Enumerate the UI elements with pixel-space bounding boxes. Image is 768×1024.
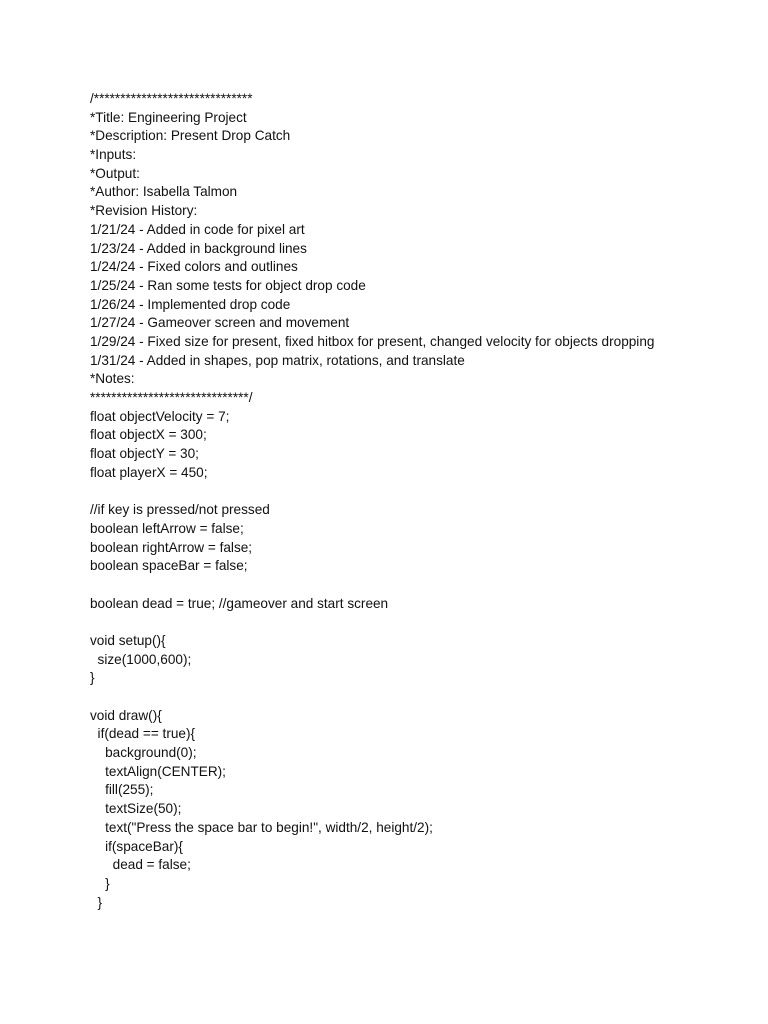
blank-line [90, 688, 760, 707]
code-line: boolean dead = true; //gameover and start screen [90, 595, 389, 611]
revision-entry: 1/31/24 - Added in shapes, pop matrix, rotations, and translate [90, 352, 465, 368]
code-line: size(1000,600); [90, 651, 192, 667]
code-line: fill(255); [90, 782, 154, 798]
comment-inputs: *Inputs: [90, 147, 137, 163]
comment-title: *Title: Engineering Project [90, 109, 247, 125]
code-line: background(0); [90, 745, 197, 761]
blank-line [90, 576, 760, 595]
code-line: } [90, 894, 103, 910]
code-line: boolean rightArrow = false; [90, 539, 253, 555]
code-line: float objectY = 30; [90, 446, 199, 462]
code-line: textSize(50); [90, 801, 182, 817]
comment-header-close: ******************************/ [90, 390, 253, 405]
revision-entry: 1/26/24 - Implemented drop code [90, 296, 291, 312]
code-line: textAlign(CENTER); [90, 763, 226, 779]
code-line: float objectVelocity = 7; [90, 408, 230, 424]
code-line: } [90, 670, 95, 686]
code-line: boolean spaceBar = false; [90, 558, 248, 574]
code-line: dead = false; [90, 857, 191, 873]
code-line: } [90, 875, 110, 891]
blank-line [90, 613, 760, 632]
code-line: text("Press the space bar to begin!", width/2, height/2); [90, 819, 433, 835]
code-line: void draw(){ [90, 707, 162, 723]
revision-entry: 1/29/24 - Fixed size for present, fixed hitbox for present, changed velocity for objects dropping [90, 333, 655, 349]
comment-author: *Author: Isabella Talmon [90, 184, 238, 200]
code-line: float objectX = 300; [90, 427, 207, 443]
code-line: void setup(){ [90, 632, 166, 648]
source-code-text [90, 90, 760, 912]
code-comment-line: //if key is pressed/not pressed [90, 502, 270, 518]
revision-entry: 1/21/24 - Added in code for pixel art [90, 221, 305, 237]
code-line: float playerX = 450; [90, 464, 208, 480]
comment-description: *Description: Present Drop Catch [90, 128, 291, 144]
comment-revision-history: *Revision History: [90, 203, 198, 219]
comment-notes: *Notes: [90, 371, 135, 387]
blank-line [90, 482, 760, 501]
code-line: if(dead == true){ [90, 726, 196, 742]
comment-output: *Output: [90, 165, 140, 181]
revision-entry: 1/27/24 - Gameover screen and movement [90, 315, 350, 331]
revision-entry: 1/25/24 - Ran some tests for object drop code [90, 277, 366, 293]
code-line: boolean leftArrow = false; [90, 520, 244, 536]
revision-entry: 1/24/24 - Fixed colors and outlines [90, 259, 298, 275]
comment-header-open: /****************************** [90, 91, 253, 106]
revision-entry: 1/23/24 - Added in background lines [90, 240, 307, 256]
code-line: if(spaceBar){ [90, 838, 183, 854]
